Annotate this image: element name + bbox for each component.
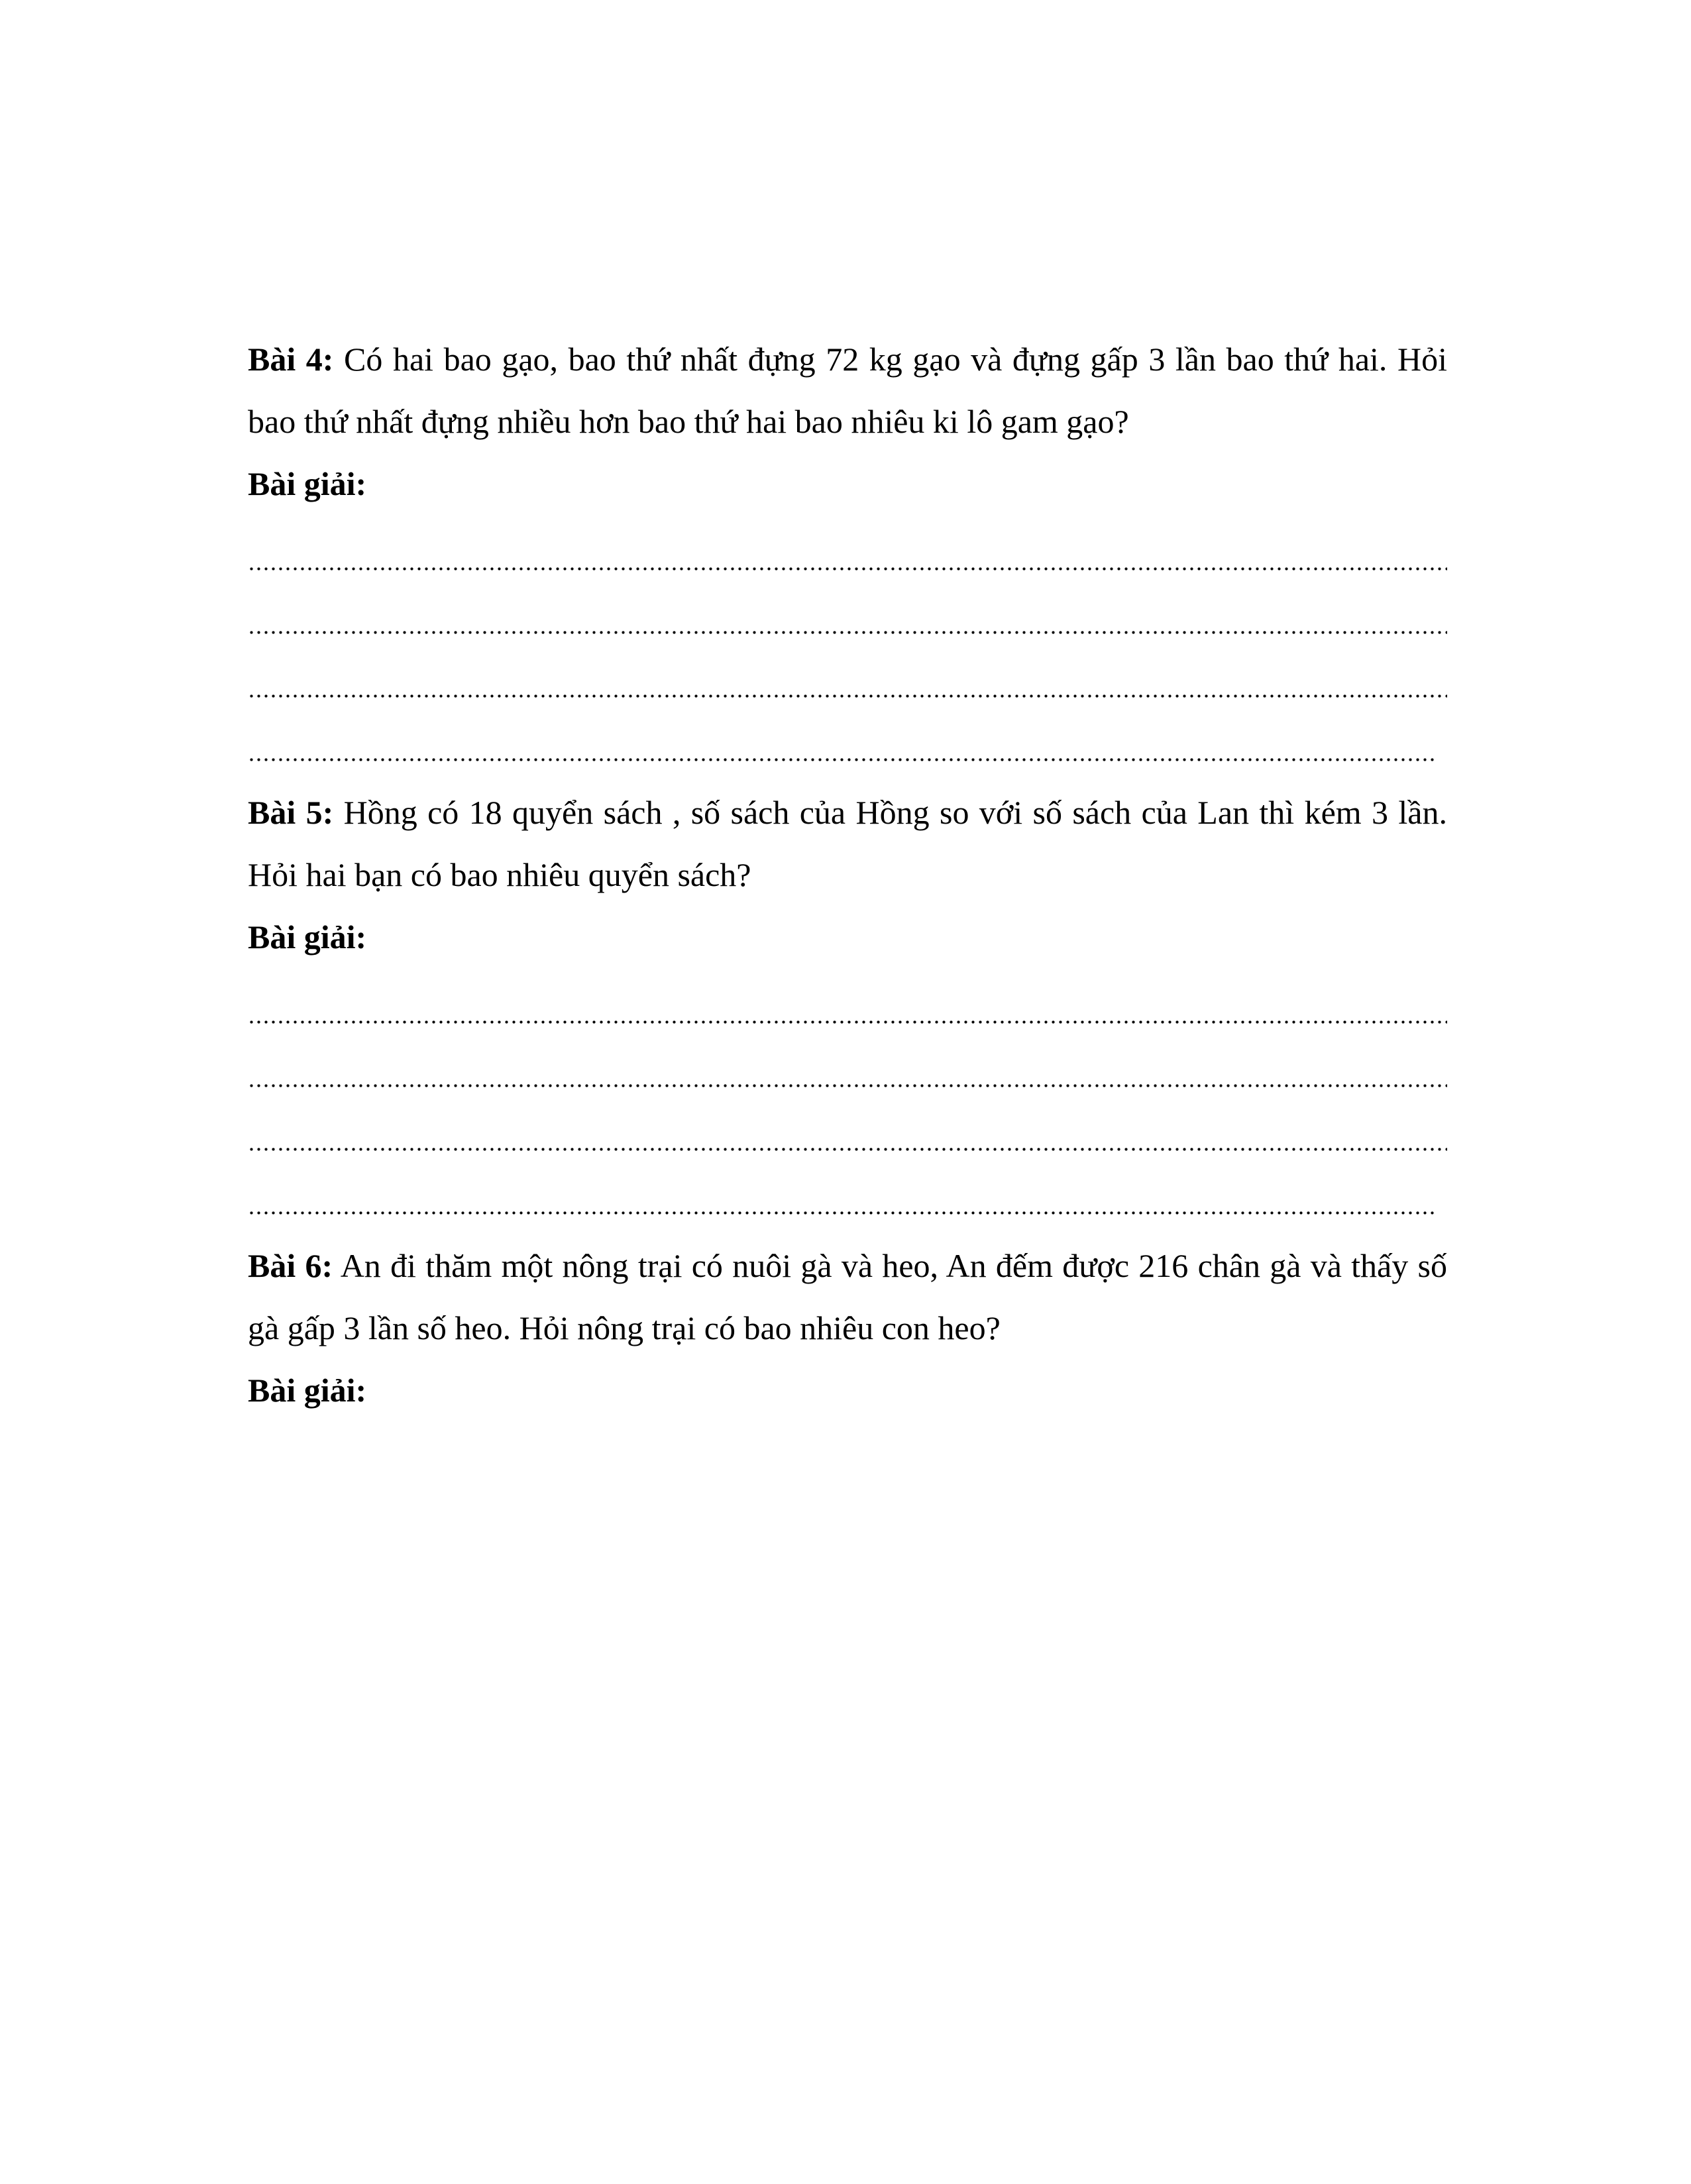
problem-6-label: Bài 6:: [248, 1247, 333, 1284]
problem-4-label: Bài 4:: [248, 341, 334, 378]
answer-line[interactable]: [248, 1171, 1447, 1234]
problem-4-answer-area[interactable]: [248, 527, 1447, 781]
problem-6-statement: [248, 1234, 1447, 1359]
problem-4-text: Có hai bao gạo, bao thứ nhất đựng 72 kg gạo và đựng gấp 3 lần bao thứ hai. Hỏi bao thứ nhất đựng nhiều hơn bao thứ hai bao nhiêu ki lô gam gạo?: [248, 341, 1447, 440]
worksheet-content: [248, 328, 1447, 1421]
problem-5-statement: [248, 781, 1447, 906]
problem-6-solution-label: Bài giải:: [248, 1372, 367, 1409]
problem-4-statement: [248, 328, 1447, 453]
problem-5-answer-area[interactable]: [248, 980, 1447, 1234]
answer-line[interactable]: [248, 1107, 1447, 1171]
problem-6-text: An đi thăm một nông trại có nuôi gà và heo, An đếm được 216 chân gà và thấy số gà gấp 3 lần số heo. Hỏi nông trại có bao nhiêu con heo?: [248, 1247, 1447, 1346]
answer-line[interactable]: [248, 718, 1447, 781]
problem-5-solution-label: Bài giải:: [248, 918, 367, 956]
problem-5-text: Hồng có 18 quyển sách , số sách của Hồng so với số sách của Lan thì kém 3 lần. Hỏi hai bạn có bao nhiêu quyển sách?: [248, 794, 1447, 893]
answer-line[interactable]: [248, 590, 1447, 654]
problem-5: [248, 781, 1447, 1234]
problem-4: [248, 328, 1447, 781]
answer-line[interactable]: [248, 1044, 1447, 1107]
answer-line[interactable]: [248, 980, 1447, 1044]
answer-line[interactable]: [248, 527, 1447, 590]
problem-6: [248, 1234, 1447, 1421]
problem-4-solution-label: Bài giải:: [248, 465, 367, 502]
answer-line[interactable]: [248, 654, 1447, 718]
problem-5-label: Bài 5:: [248, 794, 334, 831]
